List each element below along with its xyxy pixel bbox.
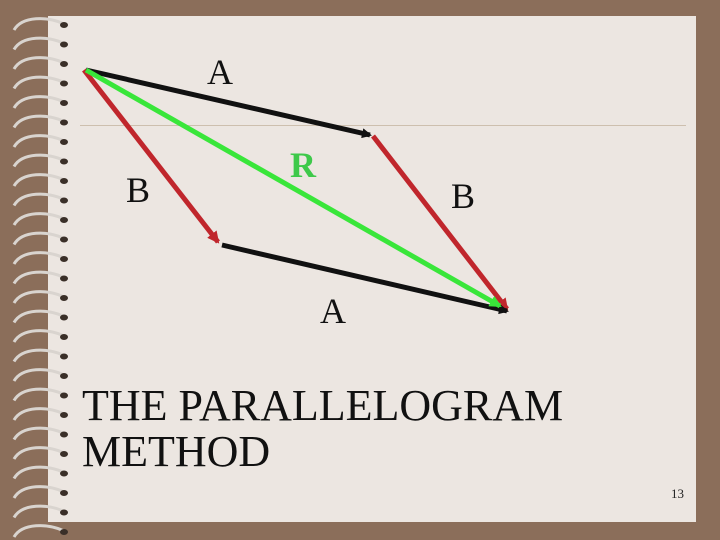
- title-line-1: THE PARALLELOGRAM: [82, 381, 564, 430]
- label-b-left: B: [126, 170, 151, 210]
- slide-title: [82, 383, 642, 475]
- page-number: 13: [671, 486, 684, 501]
- label-a-top: A: [207, 52, 233, 92]
- label-b-right: B: [451, 176, 476, 216]
- label-r-resultant: R: [290, 145, 316, 185]
- label-a-bottom: A: [320, 291, 346, 331]
- title-line-2: METHOD: [82, 427, 271, 477]
